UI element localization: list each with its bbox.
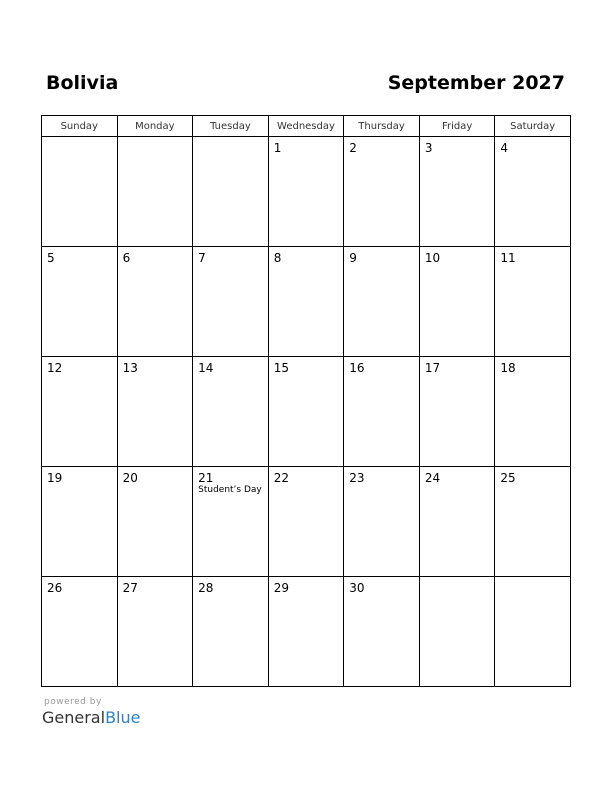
day-number: 23 [349, 471, 365, 485]
day-cell [419, 467, 495, 577]
day-number: 15 [273, 361, 289, 375]
brand-name-part2: Blue [105, 708, 141, 727]
day-number: 20 [122, 471, 138, 485]
day-number: 27 [122, 581, 138, 595]
day-cell [117, 577, 193, 687]
week-row [42, 467, 571, 577]
day-number: 25 [500, 471, 516, 485]
day-cell [268, 137, 344, 247]
day-number: 12 [47, 361, 63, 375]
day-cell [344, 577, 420, 687]
day-cell [419, 357, 495, 467]
day-cell [117, 467, 193, 577]
day-number: 10 [424, 251, 441, 265]
day-number: 14 [198, 361, 214, 375]
day-cell [117, 357, 193, 467]
day-number: 13 [122, 361, 138, 375]
weekday-header: Tuesday [193, 116, 269, 137]
day-cell [117, 247, 193, 357]
powered-by-label: powered by [44, 697, 102, 707]
day-cell [495, 357, 571, 467]
day-cell [344, 467, 420, 577]
day-number: 22 [273, 471, 289, 485]
day-cell [495, 467, 571, 577]
day-number: 8 [273, 251, 282, 265]
day-cell [42, 577, 118, 687]
weekday-header: Saturday [495, 116, 571, 137]
day-cell [495, 577, 571, 687]
day-cell [268, 467, 344, 577]
day-cell [42, 137, 118, 247]
day-cell [419, 577, 495, 687]
holiday-label: Student’s Day [198, 485, 262, 495]
day-number: 24 [424, 471, 441, 485]
day-number: 11 [500, 251, 516, 265]
day-cell [344, 357, 420, 467]
weekday-header: Monday [117, 116, 193, 137]
day-number: 17 [424, 361, 441, 375]
day-cell [193, 247, 269, 357]
country-title: Bolivia [46, 72, 119, 94]
week-row [42, 247, 571, 357]
day-number: 1 [273, 141, 282, 155]
day-cell [193, 357, 269, 467]
day-cell [193, 467, 269, 577]
day-cell [42, 467, 118, 577]
day-number: 26 [47, 581, 63, 595]
day-number: 18 [500, 361, 516, 375]
day-number: 5 [47, 251, 55, 265]
day-cell [42, 357, 118, 467]
calendar-grid [41, 115, 571, 687]
day-cell [42, 247, 118, 357]
weekday-header-row [42, 116, 571, 137]
day-cell [419, 247, 495, 357]
day-cell [268, 577, 344, 687]
day-number: 16 [349, 361, 365, 375]
day-cell [193, 137, 269, 247]
day-number: 7 [198, 251, 206, 265]
day-number: 28 [198, 581, 214, 595]
day-number: 6 [122, 251, 131, 265]
day-number: 21 [198, 471, 214, 485]
day-cell [193, 577, 269, 687]
day-number: 19 [47, 471, 63, 485]
day-cell [495, 137, 571, 247]
weekday-header: Sunday [42, 116, 118, 137]
day-number: 4 [500, 141, 509, 155]
week-row [42, 577, 571, 687]
day-cell [268, 357, 344, 467]
day-number: 30 [349, 581, 365, 595]
day-number: 3 [424, 141, 433, 155]
weekday-header: Wednesday [268, 116, 344, 137]
day-number: 9 [349, 251, 357, 265]
day-number: 29 [273, 581, 289, 595]
week-row [42, 137, 571, 247]
day-cell [117, 137, 193, 247]
day-cell [344, 137, 420, 247]
weekday-header: Thursday [344, 116, 420, 137]
weekday-header: Friday [419, 116, 495, 137]
brand-name-part1: General [42, 708, 106, 727]
day-cell [419, 137, 495, 247]
day-cell [268, 247, 344, 357]
month-year-title: September 2027 [387, 72, 565, 94]
generalblue-logo[interactable] [42, 709, 140, 727]
day-cell [344, 247, 420, 357]
day-cell [495, 247, 571, 357]
week-row [42, 357, 571, 467]
day-number: 2 [349, 141, 357, 155]
